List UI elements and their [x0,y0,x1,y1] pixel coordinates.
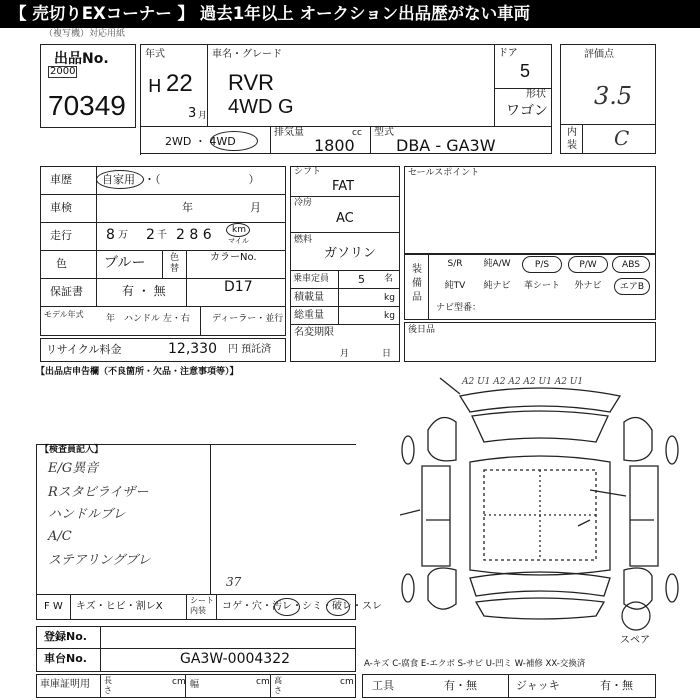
vehicle-name: RVR [228,70,275,95]
inspector-note-2: Rスタビライザー [48,485,149,500]
attached-box [404,322,656,362]
displacement-unit: cc [352,128,362,138]
score-value: 3.5 [594,82,633,110]
equip-abs: ABS [612,256,650,273]
equip-navi: 純ナビ [483,281,511,291]
mileage-unit-km: km [232,225,246,235]
lot-year-tag: 2000 [50,66,76,77]
height-label: 高さ [274,676,282,695]
mileage-rest: 2 8 6 [176,227,212,243]
floor-options: キズ・ヒビ・割レX [76,601,163,612]
fuel-label: 燃料 [294,235,313,245]
inspector-label: 【検査員記入】 [40,445,104,455]
door-value: 5 [520,61,531,81]
mileage-10k: 8 [106,227,115,243]
seat-label: シート内装 [190,596,214,615]
dealer-label: ディーラー・並行 [212,314,284,324]
ac-value: AC [336,211,354,226]
seat-dirt-circle [274,598,300,616]
equip-sr: S/R [447,259,463,269]
year-label: 年式 [145,49,165,60]
inspector-note-5: ステアリングブレ [48,553,151,568]
door-label: ドア [498,48,518,59]
remarks-label: 【出品店申告欄（不良箇所・欠品・注意事項等）】 [36,367,239,377]
equip-aw: 純A/W [483,259,511,269]
width-cm: cm [256,677,270,687]
floor-label: F W [44,601,63,612]
garage-cert-label: 車庫証明用 [40,679,90,690]
color-no-label: カラーNo. [210,252,257,263]
inspection-month: 月 [250,201,261,214]
inspection-label: 車検 [50,201,72,214]
navi-model-label: ナビ型番： [436,303,482,313]
score-label: 評価点 [584,49,614,60]
warranty-label: 保証書 [50,285,83,298]
history-extra: ・（ ） [144,173,260,186]
equip-tv: 純TV [444,281,466,291]
name-label: 車名・グレード [212,49,282,60]
equip-ext-navi: 外ナビ [574,281,602,291]
year-era: H [148,76,162,97]
mileage-1k: 2 [146,227,155,243]
month-value: 3 [188,106,197,121]
equip-leather: 革シート [523,281,560,291]
month-unit: 月 [198,111,208,121]
history-value: 自家用 [102,173,135,186]
warranty-value: 有 ・ 無 [122,284,166,298]
inspector-note-3: ハンドルブレ [48,507,126,522]
chassis-value: GA3W-0004322 [180,651,291,667]
color-label: 色 [56,257,67,270]
floor-mark: 37 [226,575,242,589]
damage-legend: A-キズ C-腐食 E-エクボ S-サビ U-凹ミ W-補修 XX-交換済 [364,659,586,669]
equip-airbag: エアB [614,278,650,295]
km-circle [226,223,250,237]
equip-pw: P/W [568,256,608,273]
vehicle-grade: 4WD G [228,96,294,118]
mileage-unit-mile: マイル [228,237,249,245]
height-cm: cm [340,677,354,687]
shift-label: シフト [294,167,322,177]
gross-label: 総重量 [294,310,324,321]
shape-label: 形状 [526,89,546,100]
inspector-note-1: E/G異音 [48,461,99,476]
equipment-label: 装備品 [412,264,422,303]
sales-point-box [404,166,656,254]
lot-label: 出品No. [54,51,109,67]
shape-value: ワゴン [506,103,548,119]
lot-number: 70349 [48,90,126,121]
load-unit: kg [384,293,395,303]
displacement-value: 1800 [314,136,355,155]
capacity-label: 乗車定員 [293,274,330,284]
drive-selected-circle [210,131,258,151]
interior-value: C [614,126,630,150]
ac-label: 冷房 [294,198,313,208]
year-value: 22 [166,70,193,97]
recycle-label: リサイクル料金 [46,343,122,356]
color-change-label: 色替 [170,253,180,274]
paper-note: （複写機）対応用紙 [44,29,126,39]
mileage-unit-1k: 千 [157,230,167,241]
car-damage-diagram [400,370,680,650]
chassis-label: 車台No. [44,652,87,665]
model-value: DBA - GA3W [396,136,496,155]
seat-scuff-circle [326,598,350,616]
title-change-label: 名変期限 [294,327,334,338]
seat-options: コゲ・穴・汚レ・シミ・破レ・スレ [222,601,382,612]
inspector-note-4: A/C [48,529,72,544]
shift-value: FAT [332,179,355,194]
capacity-unit: 名 [384,274,394,284]
interior-label: 内装 [567,127,577,151]
history-label: 車歴 [50,173,72,186]
equip-ps: P/S [522,256,562,273]
handle-label: ハンドル 左・右 [124,314,190,324]
tools-value: 有・無 [444,679,477,692]
history-selected-circle [96,170,144,189]
jack-label: ジャッキ [516,679,560,692]
drive-options: 2WD ・ 4WD [165,135,236,148]
color-no-value: D17 [224,279,253,295]
mileage-unit-10k: 万 [118,230,128,241]
displacement-label: 排気量 [274,127,304,138]
inspection-year: 年 [182,201,193,214]
recycle-unit: 円 預託済 [228,344,272,355]
recycle-value: 12,330 [168,341,217,357]
mileage-label: 走行 [50,229,72,242]
title-change-month: 月 [340,349,350,359]
model-label: 型式 [374,127,394,138]
length-label: 長さ [104,676,112,695]
model-year-unit: 年 [106,314,116,324]
spare-label: スペア [620,635,650,646]
jack-value: 有・無 [600,679,633,692]
reg-no-label: 登録No. [44,630,87,643]
width-label: 幅 [190,680,200,690]
fuel-value: ガソリン [324,246,377,261]
header-title: 【 売切りEXコーナー 】 過去1年以上 オークション出品歴がない車両 [10,4,531,23]
length-cm: cm [172,677,186,687]
color-value: ブルー [104,255,146,271]
title-change-day: 日 [382,349,392,359]
model-year-label: モデル年式 [44,310,84,319]
load-label: 積載量 [294,292,324,303]
capacity-value: 5 [358,273,365,286]
sales-point-label: セールスポイント [408,168,480,178]
tools-label: 工具 [372,679,394,692]
damage-marks: A2 U1 A2 A2 A2 U1 A2 U1 [462,377,584,387]
gross-unit: kg [384,311,395,321]
attached-label: 後日品 [408,325,436,335]
